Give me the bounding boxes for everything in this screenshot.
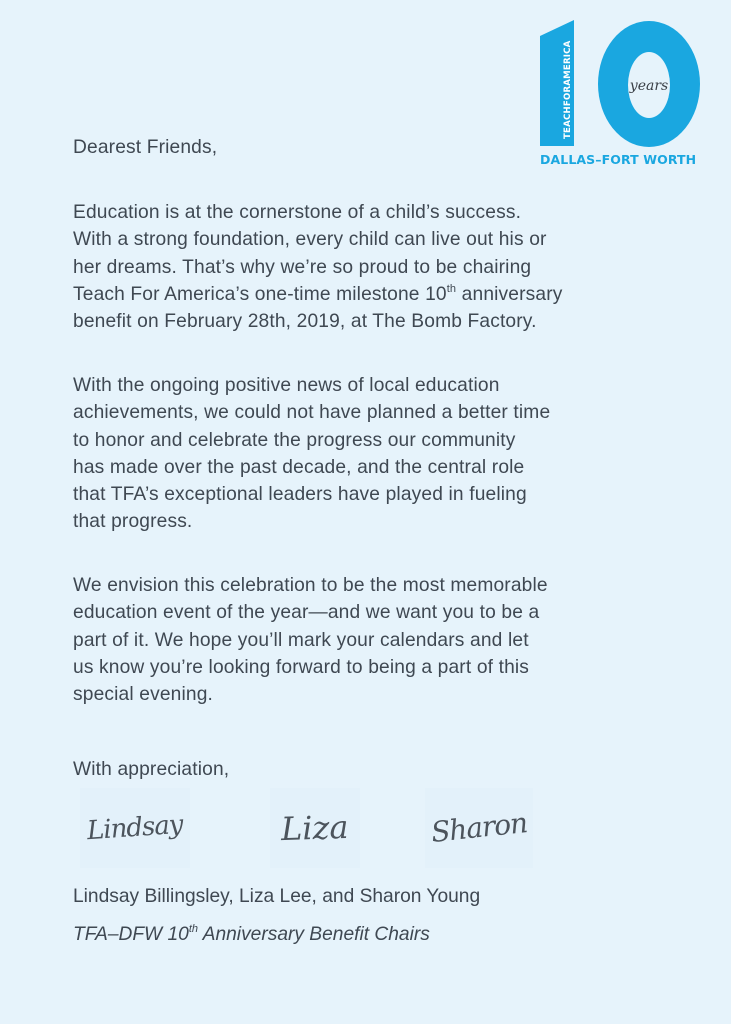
paragraph-line: has made over the past decade, and the central role [73,456,525,478]
logo-vertical-text: TEACHFORAMERICA [563,40,573,139]
paragraph-line: We envision this celebration to be the most memorable [73,575,548,596]
letter-paragraph-2 [73,372,550,536]
letter-closing: With appreciation, [73,759,230,780]
ordinal-suffix: th [446,282,457,295]
signature-liza-text: Liza [280,807,350,849]
paragraph-line: achievements, we could not have planned a better time [73,402,551,424]
logo-graphic [536,18,706,150]
letter-greeting: Dearest Friends, [73,137,218,158]
signatures-row [80,788,540,868]
paragraph-line: education event of the year—and we want you to be a [73,602,540,624]
signature-liza [270,788,360,868]
ordinal-suffix: th [188,923,199,935]
signature-lindsay-text: Lindsay [86,809,184,847]
line-text: anniversary [456,283,563,305]
paragraph-line: benefit on February 28th, 2019, at The Bomb Factory. [73,311,537,333]
signer-title-text: TFA–DFW 10 [73,924,189,945]
signature-lindsay [80,788,190,868]
signer-names: Lindsay Billingsley, Liza Lee, and Sharon Young [73,886,481,907]
paragraph-line: Education is at the cornerstone of a child’s success. [73,202,522,223]
paragraph-line: With the ongoing positive news of local education [73,375,500,396]
signature-sharon [425,788,533,868]
paragraph-line: that progress. [73,511,193,533]
line-text: Teach For America’s one-time milestone 10 [73,283,447,305]
paragraph-line: special evening. [73,684,214,706]
letter-paragraph-1 [73,199,563,335]
paragraph-line: us know you’re looking forward to being a part of this [73,656,530,678]
logo-years-script: years [629,78,669,94]
letter-paragraph-3 [73,572,548,708]
paragraph-line: part of it. We hope you’ll mark your calendars and let [73,629,529,651]
logo-tagline: DALLAS–FORT WORTH [540,152,697,167]
paragraph-line: With a strong foundation, every child can live out his or [73,229,547,251]
paragraph-line: to honor and celebrate the progress our community [73,429,516,451]
signature-sharon-text: Sharon [429,806,529,849]
signer-title [73,921,430,948]
signer-title-text: Anniversary Benefit Chairs [198,924,430,945]
tfa-10-years-logo [536,18,706,168]
paragraph-line: her dreams. That’s why we’re so proud to be chairing [73,256,532,278]
paragraph-line [73,281,563,308]
paragraph-line: that TFA’s exceptional leaders have played in fueling [73,484,527,506]
